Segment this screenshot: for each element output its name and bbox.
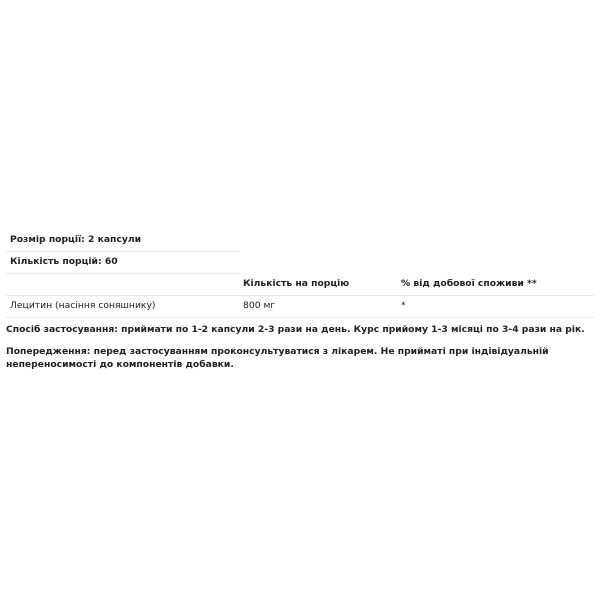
ingredient-amount: 800 мг <box>243 300 276 311</box>
ingredient-name: Лецитин (насіння соняшнику) <box>10 300 156 311</box>
ingredient-daily-value: * <box>401 300 406 311</box>
serving-size-row <box>6 230 240 252</box>
serving-size-label: Розмір порції: 2 капсули <box>10 234 142 245</box>
warning-text: Попередження: перед застосуванням проконсультуватися з лікарем. Не прийматі при індівідуальній непереносимості до компонентів добавки. <box>6 346 549 370</box>
table-row <box>6 296 594 318</box>
supplement-facts-table <box>6 230 594 318</box>
usage-instructions: Спосіб застосування: приймати по 1-2 капсули 2-3 рази на день. Курс прийому 1-3 місяці по 3-4 рази на рік. <box>6 324 585 335</box>
servings-count-label: Кількість порцій: 60 <box>10 256 118 267</box>
servings-count-row <box>6 252 240 274</box>
amount-column-header: Кількість на порцію <box>243 278 350 289</box>
table-header-row <box>6 274 594 296</box>
daily-value-column-header: % від добової споживи ** <box>401 278 537 289</box>
